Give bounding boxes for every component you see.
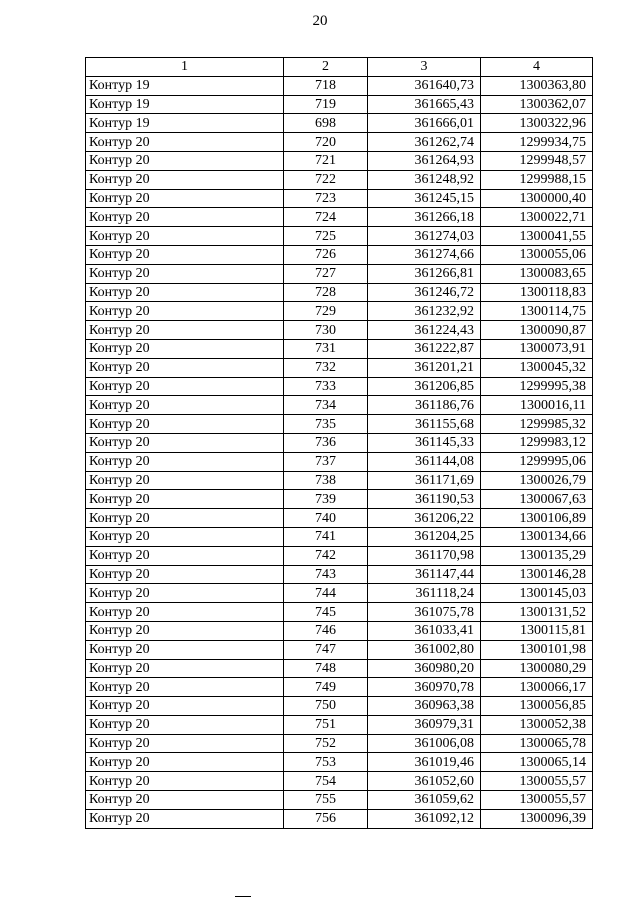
y-coordinate-cell: 1300041,55: [481, 227, 593, 246]
contour-name-cell: Контур 20: [86, 678, 284, 697]
point-number-cell: 727: [284, 264, 368, 283]
point-number-cell: 730: [284, 321, 368, 340]
table-row: [86, 753, 593, 772]
y-coordinate-cell: 1300026,79: [481, 471, 593, 490]
y-coordinate-cell: 1300022,71: [481, 208, 593, 227]
y-coordinate-cell: 1300363,80: [481, 76, 593, 95]
contour-name-cell: Контур 19: [86, 114, 284, 133]
contour-name-cell: Контур 20: [86, 697, 284, 716]
contour-name-cell: Контур 20: [86, 377, 284, 396]
x-coordinate-cell: 360979,31: [368, 715, 481, 734]
contour-name-cell: Контур 20: [86, 264, 284, 283]
contour-name-cell: Контур 20: [86, 509, 284, 528]
point-number-cell: 733: [284, 377, 368, 396]
x-coordinate-cell: 361059,62: [368, 791, 481, 810]
table-row: [86, 527, 593, 546]
contour-name-cell: Контур 20: [86, 151, 284, 170]
y-coordinate-cell: 1300114,75: [481, 302, 593, 321]
point-number-cell: 748: [284, 659, 368, 678]
table-row: [86, 697, 593, 716]
point-number-cell: 742: [284, 546, 368, 565]
contour-name-cell: Контур 19: [86, 95, 284, 114]
y-coordinate-cell: 1300055,06: [481, 245, 593, 264]
table-row: [86, 302, 593, 321]
table-row: [86, 452, 593, 471]
table-row: [86, 490, 593, 509]
point-number-cell: 752: [284, 734, 368, 753]
x-coordinate-cell: 361147,44: [368, 565, 481, 584]
point-number-cell: 720: [284, 133, 368, 152]
point-number-cell: 728: [284, 283, 368, 302]
contour-name-cell: Контур 20: [86, 527, 284, 546]
contour-name-cell: Контур 20: [86, 565, 284, 584]
contour-name-cell: Контур 20: [86, 245, 284, 264]
y-coordinate-cell: 1300146,28: [481, 565, 593, 584]
y-coordinate-cell: 1300073,91: [481, 339, 593, 358]
table-row: [86, 339, 593, 358]
y-coordinate-cell: 1300118,83: [481, 283, 593, 302]
y-coordinate-cell: 1300000,40: [481, 189, 593, 208]
table-row: [86, 133, 593, 152]
contour-name-cell: Контур 20: [86, 189, 284, 208]
table-row: [86, 715, 593, 734]
x-coordinate-cell: 361170,98: [368, 546, 481, 565]
y-coordinate-cell: 1300055,57: [481, 772, 593, 791]
y-coordinate-cell: 1300065,14: [481, 753, 593, 772]
table-header-row: [86, 58, 593, 77]
x-coordinate-cell: 360963,38: [368, 697, 481, 716]
table-row: [86, 189, 593, 208]
y-coordinate-cell: 1300055,57: [481, 791, 593, 810]
table-row: [86, 396, 593, 415]
x-coordinate-cell: 361118,24: [368, 584, 481, 603]
table-row: [86, 358, 593, 377]
y-coordinate-cell: 1300145,03: [481, 584, 593, 603]
point-number-cell: 740: [284, 509, 368, 528]
y-coordinate-cell: 1300101,98: [481, 640, 593, 659]
y-coordinate-cell: 1299988,15: [481, 170, 593, 189]
x-coordinate-cell: 361186,76: [368, 396, 481, 415]
contour-name-cell: Контур 20: [86, 433, 284, 452]
x-coordinate-cell: 361171,69: [368, 471, 481, 490]
contour-name-cell: Контур 20: [86, 715, 284, 734]
table-row: [86, 603, 593, 622]
x-coordinate-cell: 361144,08: [368, 452, 481, 471]
point-number-cell: 755: [284, 791, 368, 810]
point-number-cell: 722: [284, 170, 368, 189]
x-coordinate-cell: 361666,01: [368, 114, 481, 133]
table-row: [86, 151, 593, 170]
contour-name-cell: Контур 20: [86, 283, 284, 302]
coordinates-table-container: [85, 57, 593, 829]
x-coordinate-cell: 361145,33: [368, 433, 481, 452]
point-number-cell: 735: [284, 415, 368, 434]
x-coordinate-cell: 361206,85: [368, 377, 481, 396]
table-row: [86, 621, 593, 640]
contour-name-cell: Контур 20: [86, 603, 284, 622]
y-coordinate-cell: 1299985,32: [481, 415, 593, 434]
x-coordinate-cell: 361006,08: [368, 734, 481, 753]
contour-name-cell: Контур 20: [86, 358, 284, 377]
table-row: [86, 415, 593, 434]
contour-name-cell: Контур 20: [86, 396, 284, 415]
x-coordinate-cell: 361019,46: [368, 753, 481, 772]
contour-name-cell: Контур 20: [86, 621, 284, 640]
contour-name-cell: Контур 20: [86, 170, 284, 189]
x-coordinate-cell: 361033,41: [368, 621, 481, 640]
contour-name-cell: Контур 20: [86, 546, 284, 565]
x-coordinate-cell: 361274,03: [368, 227, 481, 246]
point-number-cell: 753: [284, 753, 368, 772]
x-coordinate-cell: 361246,72: [368, 283, 481, 302]
table-row: [86, 640, 593, 659]
table-row: [86, 245, 593, 264]
table-row: [86, 227, 593, 246]
table-row: [86, 546, 593, 565]
contour-name-cell: Контур 20: [86, 584, 284, 603]
x-coordinate-cell: 361665,43: [368, 95, 481, 114]
table-row: [86, 678, 593, 697]
header-col-3: 3: [368, 58, 481, 77]
table-row: [86, 471, 593, 490]
contour-name-cell: Контур 20: [86, 734, 284, 753]
point-number-cell: 754: [284, 772, 368, 791]
point-number-cell: 724: [284, 208, 368, 227]
point-number-cell: 747: [284, 640, 368, 659]
y-coordinate-cell: 1299983,12: [481, 433, 593, 452]
contour-name-cell: Контур 19: [86, 76, 284, 95]
point-number-cell: 744: [284, 584, 368, 603]
point-number-cell: 732: [284, 358, 368, 377]
header-col-2: 2: [284, 58, 368, 77]
contour-name-cell: Контур 20: [86, 772, 284, 791]
y-coordinate-cell: 1299934,75: [481, 133, 593, 152]
point-number-cell: 736: [284, 433, 368, 452]
y-coordinate-cell: 1300083,65: [481, 264, 593, 283]
y-coordinate-cell: 1300096,39: [481, 809, 593, 828]
table-row: [86, 734, 593, 753]
table-row: [86, 433, 593, 452]
x-coordinate-cell: 361264,93: [368, 151, 481, 170]
header-col-4: 4: [481, 58, 593, 77]
y-coordinate-cell: 1300045,32: [481, 358, 593, 377]
y-coordinate-cell: 1300322,96: [481, 114, 593, 133]
point-number-cell: 723: [284, 189, 368, 208]
x-coordinate-cell: 361245,15: [368, 189, 481, 208]
table-row: [86, 283, 593, 302]
point-number-cell: 746: [284, 621, 368, 640]
contour-name-cell: Контур 20: [86, 302, 284, 321]
point-number-cell: 726: [284, 245, 368, 264]
x-coordinate-cell: 361204,25: [368, 527, 481, 546]
page-number: 20: [312, 13, 328, 29]
y-coordinate-cell: 1300131,52: [481, 603, 593, 622]
x-coordinate-cell: 361002,80: [368, 640, 481, 659]
y-coordinate-cell: 1300065,78: [481, 734, 593, 753]
x-coordinate-cell: 361232,92: [368, 302, 481, 321]
table-row: [86, 170, 593, 189]
table-row: [86, 565, 593, 584]
y-coordinate-cell: 1300080,29: [481, 659, 593, 678]
contour-name-cell: Контур 20: [86, 753, 284, 772]
y-coordinate-cell: 1300115,81: [481, 621, 593, 640]
x-coordinate-cell: 361262,74: [368, 133, 481, 152]
point-number-cell: 738: [284, 471, 368, 490]
x-coordinate-cell: 361222,87: [368, 339, 481, 358]
point-number-cell: 750: [284, 697, 368, 716]
x-coordinate-cell: 361155,68: [368, 415, 481, 434]
y-coordinate-cell: 1299995,06: [481, 452, 593, 471]
point-number-cell: 731: [284, 339, 368, 358]
point-number-cell: 734: [284, 396, 368, 415]
table-row: [86, 509, 593, 528]
x-coordinate-cell: 361266,18: [368, 208, 481, 227]
contour-name-cell: Контур 20: [86, 640, 284, 659]
header-col-1: 1: [86, 58, 284, 77]
point-number-cell: 725: [284, 227, 368, 246]
table-row: [86, 95, 593, 114]
point-number-cell: 739: [284, 490, 368, 509]
point-number-cell: 729: [284, 302, 368, 321]
x-coordinate-cell: 361224,43: [368, 321, 481, 340]
point-number-cell: 756: [284, 809, 368, 828]
contour-name-cell: Контур 20: [86, 791, 284, 810]
contour-name-cell: Контур 20: [86, 227, 284, 246]
y-coordinate-cell: 1299995,38: [481, 377, 593, 396]
contour-name-cell: Контур 20: [86, 659, 284, 678]
x-coordinate-cell: 361640,73: [368, 76, 481, 95]
table-row: [86, 321, 593, 340]
contour-name-cell: Контур 20: [86, 133, 284, 152]
x-coordinate-cell: 361266,81: [368, 264, 481, 283]
contour-name-cell: Контур 20: [86, 490, 284, 509]
contour-name-cell: Контур 20: [86, 471, 284, 490]
contour-name-cell: Контур 20: [86, 415, 284, 434]
y-coordinate-cell: 1300052,38: [481, 715, 593, 734]
table-row: [86, 76, 593, 95]
contour-name-cell: Контур 20: [86, 809, 284, 828]
table-row: [86, 659, 593, 678]
x-coordinate-cell: 361248,92: [368, 170, 481, 189]
x-coordinate-cell: 361274,66: [368, 245, 481, 264]
x-coordinate-cell: 361052,60: [368, 772, 481, 791]
point-number-cell: 751: [284, 715, 368, 734]
contour-name-cell: Контур 20: [86, 452, 284, 471]
point-number-cell: 719: [284, 95, 368, 114]
x-coordinate-cell: 361075,78: [368, 603, 481, 622]
point-number-cell: 698: [284, 114, 368, 133]
y-coordinate-cell: 1300056,85: [481, 697, 593, 716]
y-coordinate-cell: 1300090,87: [481, 321, 593, 340]
table-row: [86, 208, 593, 227]
point-number-cell: 721: [284, 151, 368, 170]
point-number-cell: 718: [284, 76, 368, 95]
table-body: [86, 76, 593, 828]
point-number-cell: 749: [284, 678, 368, 697]
contour-name-cell: Контур 20: [86, 339, 284, 358]
table-row: [86, 584, 593, 603]
y-coordinate-cell: 1300016,11: [481, 396, 593, 415]
x-coordinate-cell: 361190,53: [368, 490, 481, 509]
table-row: [86, 114, 593, 133]
y-coordinate-cell: 1300067,63: [481, 490, 593, 509]
x-coordinate-cell: 360970,78: [368, 678, 481, 697]
footer-dash: [235, 896, 251, 897]
y-coordinate-cell: 1300106,89: [481, 509, 593, 528]
point-number-cell: 743: [284, 565, 368, 584]
point-number-cell: 737: [284, 452, 368, 471]
table-row: [86, 264, 593, 283]
x-coordinate-cell: 360980,20: [368, 659, 481, 678]
contour-name-cell: Контур 20: [86, 321, 284, 340]
y-coordinate-cell: 1299948,57: [481, 151, 593, 170]
x-coordinate-cell: 361092,12: [368, 809, 481, 828]
contour-name-cell: Контур 20: [86, 208, 284, 227]
table-row: [86, 809, 593, 828]
y-coordinate-cell: 1300135,29: [481, 546, 593, 565]
point-number-cell: 745: [284, 603, 368, 622]
table-row: [86, 377, 593, 396]
y-coordinate-cell: 1300362,07: [481, 95, 593, 114]
x-coordinate-cell: 361201,21: [368, 358, 481, 377]
table-row: [86, 791, 593, 810]
point-number-cell: 741: [284, 527, 368, 546]
coordinates-table: [85, 57, 593, 829]
y-coordinate-cell: 1300066,17: [481, 678, 593, 697]
y-coordinate-cell: 1300134,66: [481, 527, 593, 546]
x-coordinate-cell: 361206,22: [368, 509, 481, 528]
table-row: [86, 772, 593, 791]
